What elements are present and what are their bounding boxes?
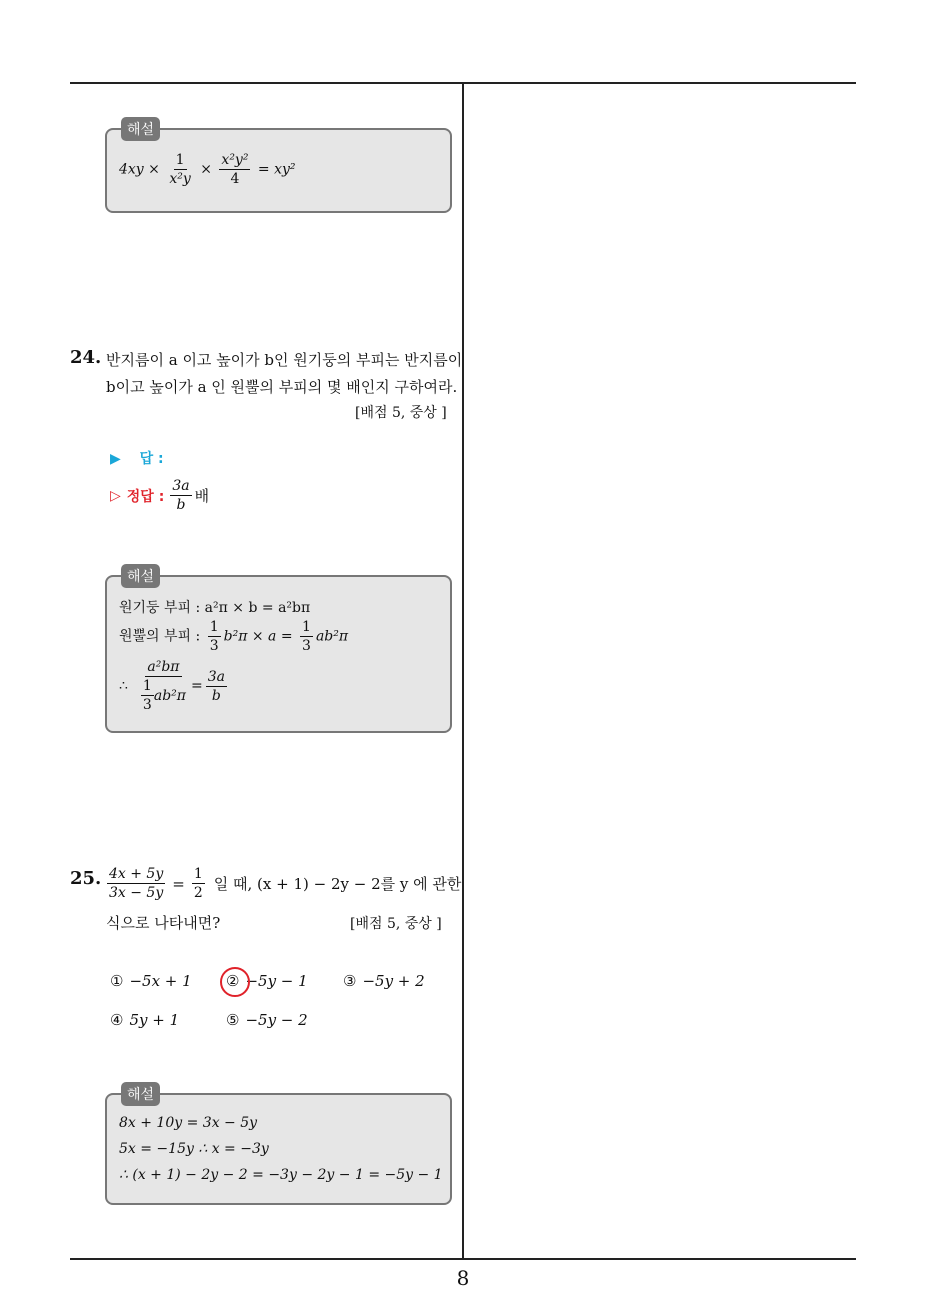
sol23-times: ×: [200, 161, 212, 178]
sol23-fraction-2: [219, 152, 250, 187]
choice-number: ③: [343, 972, 357, 990]
fraction-numerator: 3a: [206, 669, 227, 687]
fraction-numerator: 1: [208, 619, 221, 637]
choice-text: −5y − 2: [245, 1011, 308, 1029]
choice-number: ⑤: [226, 1011, 240, 1029]
q25-fraction: [107, 866, 165, 901]
play-icon: ▶: [110, 451, 121, 467]
fraction-numerator: 1: [141, 678, 154, 696]
fraction-denominator: 2: [193, 885, 203, 902]
sol25-line-2: 5x = −15y ∴ x = −3y: [119, 1141, 269, 1157]
q25-half: [192, 866, 205, 901]
fraction-numerator: 1: [174, 152, 187, 170]
question-number-24: 24.: [70, 347, 102, 368]
correct-fraction: [170, 478, 191, 513]
page-number: 8: [456, 1266, 470, 1290]
fraction-denominator: 3: [209, 638, 219, 655]
equals-sign: =: [172, 874, 185, 893]
fraction-numerator: 3a: [170, 478, 191, 496]
choice-text: −5y + 2: [362, 972, 425, 990]
choice-3[interactable]: [343, 972, 425, 990]
solution-tag: 해설: [121, 564, 160, 588]
sol25-line-3: ∴ (x + 1) − 2y − 2 = −3y − 2y − 1 = −5y − 1: [119, 1167, 443, 1183]
sol23-rhs: = xy²: [257, 161, 296, 178]
fraction-denominator: x²y: [169, 171, 191, 188]
nested-fraction: [141, 678, 154, 713]
selected-answer-circle: [220, 967, 250, 997]
fraction-denominator: b: [211, 687, 221, 704]
solution-formula: [119, 152, 296, 187]
denominator-rest: ab²π: [153, 687, 186, 704]
question-25-line-1-rest: 일 때, (x + 1) − 2y − 2를 y 에 관한: [213, 875, 462, 894]
fraction-denominator: 3x − 5y: [109, 885, 164, 902]
fraction-numerator: 1: [300, 619, 313, 637]
sol24-line-3: [119, 659, 230, 713]
correct-answer-row-24: [110, 478, 209, 513]
sol24-line-2-end: ab²π: [315, 628, 349, 645]
question-25-points: [배점 5, 중상 ]: [350, 916, 442, 932]
choice-1[interactable]: [110, 972, 192, 990]
choice-number: ④: [110, 1011, 124, 1029]
choice-number: ②: [226, 972, 240, 990]
sol24-fraction-third-1: [208, 619, 221, 654]
sol24-line-2-mid: b²π × a =: [223, 628, 293, 645]
sol24-fraction-third-2: [300, 619, 313, 654]
solution-box-24: [105, 569, 452, 733]
choice-text: −5y − 1: [245, 972, 308, 990]
fraction-denominator: b: [176, 497, 186, 514]
fraction-numerator: 4x + 5y: [107, 866, 165, 884]
fraction-denominator: 3: [302, 638, 311, 655]
choice-4[interactable]: [110, 1011, 179, 1029]
question-24-line-1: 반지름이 a 이고 높이가 b인 원기둥의 부피는 반지름이: [106, 351, 463, 369]
answer-row-24: [110, 448, 164, 468]
solution-tag: 해설: [121, 1082, 160, 1106]
equals-sign: =: [190, 678, 203, 695]
choice-5[interactable]: [226, 1011, 308, 1029]
solution-box-23: [105, 122, 452, 213]
sol23-fraction-1: [167, 152, 192, 187]
solution-box-25: [105, 1087, 452, 1205]
bottom-rule: [70, 1258, 856, 1260]
triangle-outline-icon: ▷: [110, 487, 121, 504]
answer-label: 답 :: [139, 451, 164, 467]
fraction-denominator: 3: [142, 697, 152, 714]
question-25-line-1: [104, 866, 461, 901]
sol25-line-1: 8x + 10y = 3x − 5y: [119, 1115, 258, 1131]
fraction-denominator: [139, 677, 188, 713]
correct-label: 정답 :: [126, 488, 165, 505]
column-divider: [462, 83, 464, 1259]
correct-suffix: 배: [194, 487, 210, 506]
choice-text: 5y + 1: [129, 1011, 180, 1029]
sol24-result-fraction: [206, 669, 227, 704]
question-24-points: [배점 5, 중상 ]: [355, 405, 447, 421]
choice-number: ①: [110, 972, 124, 990]
sol24-line-2-prefix: 원뿔의 부피 :: [119, 628, 201, 645]
question-number-25: 25.: [70, 868, 102, 889]
choice-text: −5x + 1: [129, 972, 192, 990]
therefore-symbol: ∴: [119, 678, 128, 695]
sol24-complex-fraction: [139, 659, 188, 713]
fraction-numerator: 1: [192, 866, 205, 884]
fraction-denominator: 4: [230, 171, 240, 188]
sol24-line-2: [119, 619, 348, 654]
fraction-numerator: x²y²: [219, 152, 250, 170]
solution-tag: 해설: [121, 117, 160, 141]
question-25-line-2: 식으로 나타내면?: [106, 914, 221, 932]
sol23-lhs: 4xy ×: [119, 161, 160, 178]
sol24-line-1: 원기둥 부피 : a²π × b = a²bπ: [119, 600, 311, 616]
fraction-numerator: a²bπ: [145, 659, 181, 677]
question-24-line-2: b이고 높이가 a 인 원뿔의 부피의 몇 배인지 구하여라.: [106, 378, 458, 396]
